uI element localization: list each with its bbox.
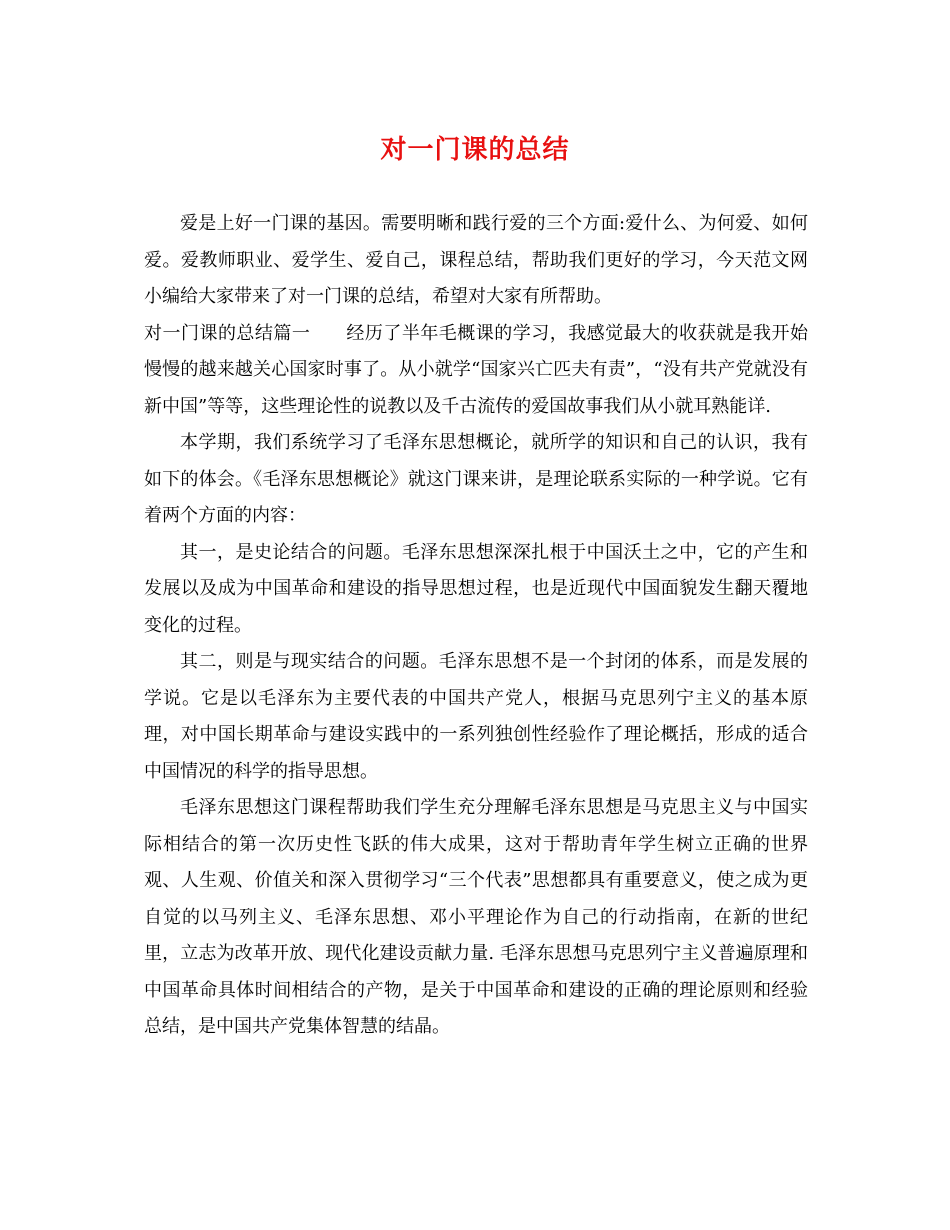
section-heading: 对一门课的总结篇一 [144,322,311,344]
document-body [144,206,808,1046]
section-first-text: 经历了半年毛概课的学习，我感觉最大的收获就是我开始慢慢的越来越关心国家时事了。从小就学“国家兴亡匹夫有责”，“没有共产党就没有新中国”等等，这些理论性的说教以及千古流传的爱国故事我们从小就耳熟能详. [144,322,809,417]
body-paragraph-1: 本学期，我们系统学习了毛泽东思想概论，就所学的知识和自己的认识，我有如下的体会。《毛泽东思想概论》就这门课来讲，是理论联系实际的一种学说。它有着两个方面的内容： [144,432,808,526]
body-paragraph-2: 其一，是史论结合的问题。毛泽东思想深深扎根于中国沃土之中，它的产生和发展以及成为中国革命和建设的指导思想过程，也是近现代中国面貌发生翻天覆地变化的过程。 [144,541,808,636]
body-paragraph-3: 其二，则是与现实结合的问题。毛泽东思想不是一个封闭的体系，而是发展的学说。它是以毛泽东为主要代表的中国共产党人，根据马克思列宁主义的基本原理，对中国长期革命与建设实践中的一系列独创性经验作了理论概括，形成的适合中国情况的科学的指导思想。 [144,651,808,782]
body-paragraph-4: 毛泽东思想这门课程帮助我们学生充分理解毛泽东思想是马克思主义与中国实际相结合的第一次历史性飞跃的伟大成果，这对于帮助青年学生树立正确的世界观、人生观、价值关和深入贯彻学习“三个代表”思想都具有重要意义，使之成为更自觉的以马列主义、毛泽东思想、邓小平理论作为自己的行动指南，在新的世纪里，立志为改革开放、现代化建设贡献力量. 毛泽东思想马克思列宁主义普遍原理和中国革命具体时间相结合的产物，是关于中国革命和建设的正确的理论原则和经验总结，是中国共产党集体智慧的结晶。 [144,797,808,1037]
intro-paragraph: 爱是上好一门课的基因。需要明晰和践行爱的三个方面:爱什么、为何爱、如何爱。爱教师职业、爱学生、爱自己，课程总结，帮助我们更好的学习，今天范文网小编给大家带来了对一门课的总结，希望对大家有所帮助。 [144,213,808,307]
document-title: 对一门课的总结 [380,135,570,165]
section-paragraph [144,316,808,426]
